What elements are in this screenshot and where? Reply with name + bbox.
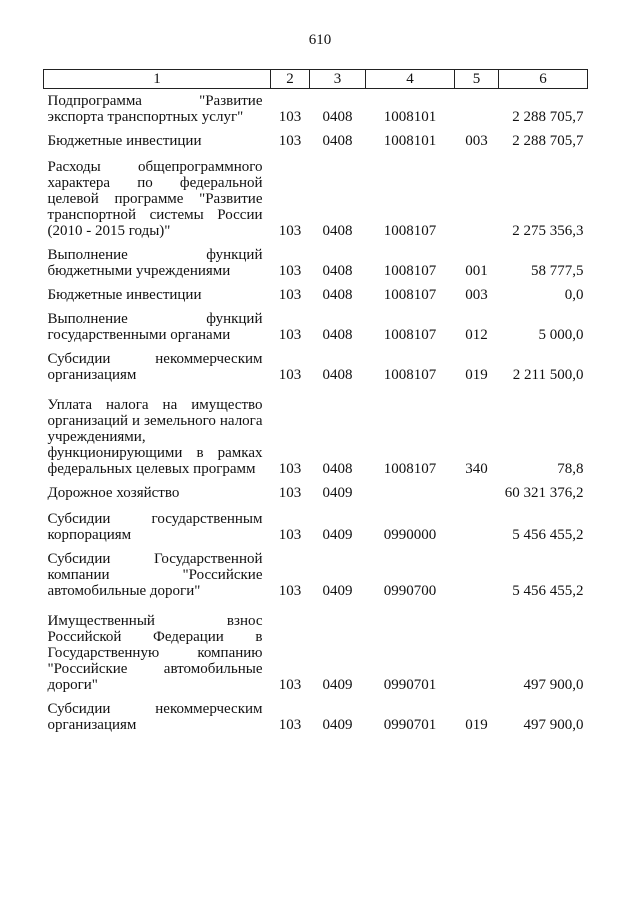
row-name xyxy=(44,89,271,126)
row-name-line: организациям xyxy=(47,717,137,733)
row-name xyxy=(44,303,271,343)
row-name-line: экспорта транспортных услуг" xyxy=(47,109,244,125)
row-code-5 xyxy=(455,543,499,599)
row-name-line: Субсидии некоммерческим xyxy=(47,701,263,717)
row-amount: 2 288 705,7 xyxy=(512,133,584,149)
row-name-line: Российской Федерации в xyxy=(47,629,263,645)
table-row xyxy=(44,149,588,239)
row-name-line: государственными органами xyxy=(47,327,231,343)
row-code-4: 1008107 xyxy=(383,367,437,383)
row-name xyxy=(44,383,271,477)
row-name-line: Бюджетные инвестиции xyxy=(47,287,202,303)
row-name-line: Дорожное хозяйство xyxy=(47,485,180,501)
table-row xyxy=(44,543,588,599)
row-amount: 5 456 455,2 xyxy=(512,583,584,599)
row-name xyxy=(44,501,271,543)
row-code-4: 1008107 xyxy=(383,461,437,477)
row-code-2: 103 xyxy=(278,287,302,303)
table-row xyxy=(44,343,588,383)
row-name-line: Выполнение функций xyxy=(47,311,263,327)
table-row xyxy=(44,303,588,343)
row-amount: 0,0 xyxy=(564,287,584,303)
row-code-3: 0408 xyxy=(322,263,353,279)
table-row xyxy=(44,477,588,501)
row-name-line: учреждениями, xyxy=(47,429,146,445)
row-amount: 2 275 356,3 xyxy=(512,223,584,239)
row-name-line: транспортной системы России xyxy=(47,207,263,223)
header-row xyxy=(44,70,588,89)
row-amount: 497 900,0 xyxy=(523,717,584,733)
row-code-4: 1008107 xyxy=(383,287,437,303)
row-code-4: 0990701 xyxy=(383,717,437,733)
row-name xyxy=(44,543,271,599)
budget-table xyxy=(43,69,588,733)
row-code-4 xyxy=(366,477,455,501)
row-code-5: 012 xyxy=(465,327,488,343)
row-code-3: 0409 xyxy=(322,677,353,693)
table-header xyxy=(44,70,588,89)
row-code-5 xyxy=(455,89,499,126)
row-code-4: 1008101 xyxy=(383,133,437,149)
row-code-5: 003 xyxy=(465,133,488,149)
row-amount: 5 456 455,2 xyxy=(512,527,584,543)
row-code-3: 0409 xyxy=(322,583,353,599)
row-code-3: 0408 xyxy=(322,109,353,125)
row-name-line: Подпрограмма "Развитие xyxy=(47,93,263,109)
row-amount: 58 777,5 xyxy=(531,263,584,279)
row-code-2: 103 xyxy=(278,461,302,477)
row-name-line: Выполнение функций xyxy=(47,247,263,263)
row-name-line: Субсидии государственным xyxy=(47,511,263,527)
row-name-line: характера по федеральной xyxy=(47,175,263,191)
row-code-5: 019 xyxy=(465,367,488,383)
row-amount: 60 321 376,2 xyxy=(504,485,584,501)
row-code-2: 103 xyxy=(278,677,302,693)
row-code-2: 103 xyxy=(278,263,302,279)
row-code-5 xyxy=(455,149,499,239)
header-col-4: 4 xyxy=(366,70,455,89)
row-code-4: 1008107 xyxy=(383,223,437,239)
row-code-4: 0990701 xyxy=(383,677,437,693)
row-code-5 xyxy=(455,477,499,501)
row-amount: 78,8 xyxy=(557,461,584,477)
table-row xyxy=(44,693,588,733)
table-row xyxy=(44,125,588,149)
row-code-2: 103 xyxy=(278,223,302,239)
header-col-2: 2 xyxy=(271,70,310,89)
row-code-3: 0408 xyxy=(322,223,353,239)
row-name xyxy=(44,239,271,279)
row-code-3: 0408 xyxy=(322,287,353,303)
row-code-2: 103 xyxy=(278,367,302,383)
header-col-1: 1 xyxy=(44,70,271,89)
row-name-line: Бюджетные инвестиции xyxy=(47,133,202,149)
row-code-5: 340 xyxy=(465,461,488,477)
row-name-line: Имущественный взнос xyxy=(47,613,263,629)
row-code-2: 103 xyxy=(278,485,302,501)
row-code-5 xyxy=(455,599,499,693)
table-row xyxy=(44,383,588,477)
row-name-line: функционирующими в рамках xyxy=(47,445,263,461)
row-code-4: 1008107 xyxy=(383,327,437,343)
row-name xyxy=(44,599,271,693)
row-name-line: дороги" xyxy=(47,677,98,693)
row-name-line: Субсидии Государственной xyxy=(47,551,263,567)
row-name-line: бюджетными учреждениями xyxy=(47,263,231,279)
row-amount: 497 900,0 xyxy=(523,677,584,693)
row-code-5: 019 xyxy=(465,717,488,733)
row-name-line: Уплата налога на имущество xyxy=(47,397,263,413)
row-code-2: 103 xyxy=(278,133,302,149)
row-name-line: автомобильные дороги" xyxy=(47,583,201,599)
table-row xyxy=(44,239,588,279)
row-code-3: 0408 xyxy=(322,367,353,383)
row-name xyxy=(44,149,271,239)
row-name-line: корпорациям xyxy=(47,527,132,543)
row-code-2: 103 xyxy=(278,717,302,733)
row-name-line: (2010 - 2015 годы)" xyxy=(47,223,171,239)
row-code-5: 003 xyxy=(465,287,488,303)
row-code-3: 0408 xyxy=(322,327,353,343)
row-name-line: Субсидии некоммерческим xyxy=(47,351,263,367)
table-body xyxy=(44,89,588,734)
row-code-3: 0409 xyxy=(322,717,353,733)
table-row xyxy=(44,279,588,303)
row-code-2: 103 xyxy=(278,109,302,125)
header-col-3: 3 xyxy=(310,70,366,89)
row-code-2: 103 xyxy=(278,527,302,543)
table-row xyxy=(44,599,588,693)
row-name-line: Государственную компанию xyxy=(47,645,263,661)
row-code-4: 1008101 xyxy=(383,109,437,125)
page-number: 610 xyxy=(308,32,332,48)
header-col-6: 6 xyxy=(499,70,588,89)
row-name-line: компании "Российские xyxy=(47,567,263,583)
row-code-4: 1008107 xyxy=(383,263,437,279)
table-row xyxy=(44,501,588,543)
row-name xyxy=(44,693,271,733)
row-amount: 5 000,0 xyxy=(538,327,584,343)
row-code-3: 0409 xyxy=(322,485,353,501)
row-name-line: "Российские автомобильные xyxy=(47,661,263,677)
row-name xyxy=(44,279,271,303)
row-name-line: федеральных целевых программ xyxy=(47,461,256,477)
row-code-4: 0990700 xyxy=(383,583,437,599)
row-code-5 xyxy=(455,501,499,543)
row-code-3: 0409 xyxy=(322,527,353,543)
table-row xyxy=(44,89,588,126)
header-col-5: 5 xyxy=(455,70,499,89)
row-name xyxy=(44,343,271,383)
row-code-3: 0408 xyxy=(322,461,353,477)
row-code-4: 0990000 xyxy=(383,527,437,543)
row-name-line: Расходы общепрограммного xyxy=(47,159,263,175)
row-name-line: организациям xyxy=(47,367,137,383)
row-code-5: 001 xyxy=(465,263,488,279)
row-name xyxy=(44,125,271,149)
row-code-2: 103 xyxy=(278,327,302,343)
row-name-line: целевой программе "Развитие xyxy=(47,191,263,207)
row-code-2: 103 xyxy=(278,583,302,599)
row-name xyxy=(44,477,271,501)
row-amount: 2 211 500,0 xyxy=(512,367,584,383)
row-code-3: 0408 xyxy=(322,133,353,149)
row-name-line: организаций и земельного налога xyxy=(47,413,263,429)
row-amount: 2 288 705,7 xyxy=(512,109,584,125)
